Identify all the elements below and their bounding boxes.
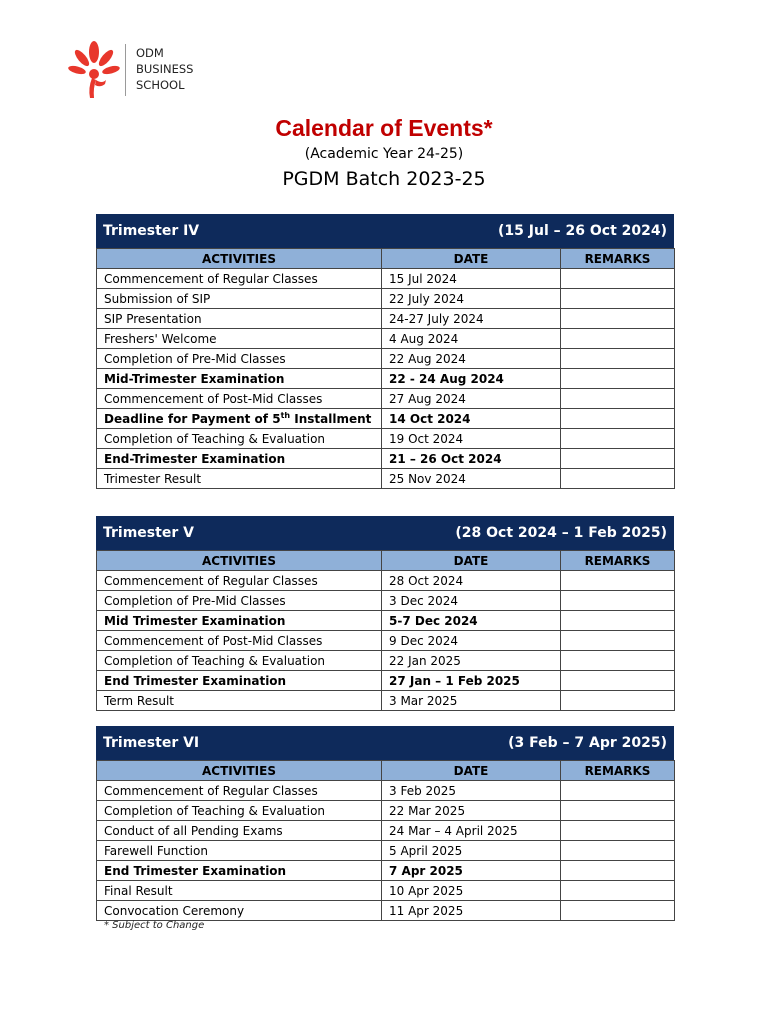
remarks-cell bbox=[561, 691, 675, 711]
trimester-name: Trimester IV bbox=[103, 223, 200, 239]
trimester-block bbox=[96, 726, 674, 921]
footnote: * Subject to Change bbox=[104, 920, 205, 931]
date-cell: 10 Apr 2025 bbox=[382, 881, 561, 901]
activity-cell: Final Result bbox=[97, 881, 382, 901]
batch-title: PGDM Batch 2023-25 bbox=[282, 168, 486, 190]
table-row bbox=[97, 289, 675, 309]
brand-line-2: BUSINESS bbox=[136, 62, 194, 76]
date-cell: 27 Jan – 1 Feb 2025 bbox=[382, 671, 561, 691]
table-row bbox=[97, 901, 675, 921]
table-row bbox=[97, 631, 675, 651]
activity-cell: Completion of Pre-Mid Classes bbox=[97, 349, 382, 369]
table-row bbox=[97, 591, 675, 611]
column-header-remarks: REMARKS bbox=[561, 249, 675, 269]
date-cell: 11 Apr 2025 bbox=[382, 901, 561, 921]
remarks-cell bbox=[561, 329, 675, 349]
date-cell: 3 Mar 2025 bbox=[382, 691, 561, 711]
table-row bbox=[97, 781, 675, 801]
events-table bbox=[96, 760, 675, 921]
table-row bbox=[97, 691, 675, 711]
academic-year: (Academic Year 24-25) bbox=[304, 146, 464, 162]
date-cell: 5 April 2025 bbox=[382, 841, 561, 861]
date-cell: 22 Jan 2025 bbox=[382, 651, 561, 671]
date-cell: 7 Apr 2025 bbox=[382, 861, 561, 881]
column-header-remarks: REMARKS bbox=[561, 761, 675, 781]
date-cell: 3 Dec 2024 bbox=[382, 591, 561, 611]
remarks-cell bbox=[561, 861, 675, 881]
activity-cell: Commencement of Regular Classes bbox=[97, 781, 382, 801]
activity-cell: Conduct of all Pending Exams bbox=[97, 821, 382, 841]
column-header-activities: ACTIVITIES bbox=[97, 551, 382, 571]
activity-cell: Mid-Trimester Examination bbox=[97, 369, 382, 389]
date-cell: 27 Aug 2024 bbox=[382, 389, 561, 409]
table-row bbox=[97, 861, 675, 881]
activity-cell: Term Result bbox=[97, 691, 382, 711]
table-row bbox=[97, 449, 675, 469]
brand-name bbox=[136, 45, 193, 93]
remarks-cell bbox=[561, 409, 675, 429]
date-cell: 21 – 26 Oct 2024 bbox=[382, 449, 561, 469]
trimester-range: (15 Jul – 26 Oct 2024) bbox=[498, 223, 667, 239]
trimester-range: (3 Feb – 7 Apr 2025) bbox=[508, 735, 667, 751]
table-row bbox=[97, 309, 675, 329]
odm-logo-icon bbox=[68, 40, 120, 100]
remarks-cell bbox=[561, 269, 675, 289]
activity-cell: Completion of Pre-Mid Classes bbox=[97, 591, 382, 611]
date-cell: 28 Oct 2024 bbox=[382, 571, 561, 591]
remarks-cell bbox=[561, 631, 675, 651]
table-row bbox=[97, 349, 675, 369]
remarks-cell bbox=[561, 449, 675, 469]
remarks-cell bbox=[561, 651, 675, 671]
remarks-cell bbox=[561, 571, 675, 591]
remarks-cell bbox=[561, 429, 675, 449]
table-row bbox=[97, 571, 675, 591]
date-cell: 9 Dec 2024 bbox=[382, 631, 561, 651]
date-cell: 3 Feb 2025 bbox=[382, 781, 561, 801]
column-header-date: DATE bbox=[382, 551, 561, 571]
trimester-name: Trimester VI bbox=[103, 735, 200, 751]
activity-cell: Farewell Function bbox=[97, 841, 382, 861]
table-row bbox=[97, 409, 675, 429]
activity-cell: Mid Trimester Examination bbox=[97, 611, 382, 631]
activity-cell: End-Trimester Examination bbox=[97, 449, 382, 469]
table-row bbox=[97, 329, 675, 349]
remarks-cell bbox=[561, 671, 675, 691]
activity-cell: Freshers' Welcome bbox=[97, 329, 382, 349]
date-cell: 22 - 24 Aug 2024 bbox=[382, 369, 561, 389]
activity-cell: Completion of Teaching & Evaluation bbox=[97, 429, 382, 449]
remarks-cell bbox=[561, 469, 675, 489]
page-title: Calendar of Events* bbox=[275, 115, 493, 141]
date-cell: 15 Jul 2024 bbox=[382, 269, 561, 289]
trimester-block bbox=[96, 214, 674, 489]
remarks-cell bbox=[561, 349, 675, 369]
date-cell: 5-7 Dec 2024 bbox=[382, 611, 561, 631]
activity-cell: Trimester Result bbox=[97, 469, 382, 489]
table-row bbox=[97, 611, 675, 631]
table-row bbox=[97, 841, 675, 861]
activity-cell: End Trimester Examination bbox=[97, 861, 382, 881]
activity-cell: Convocation Ceremony bbox=[97, 901, 382, 921]
trimester-block bbox=[96, 516, 674, 711]
column-header-remarks: REMARKS bbox=[561, 551, 675, 571]
trimester-header bbox=[96, 214, 674, 248]
table-row bbox=[97, 389, 675, 409]
activity-cell: Commencement of Post-Mid Classes bbox=[97, 389, 382, 409]
remarks-cell bbox=[561, 881, 675, 901]
trimester-range: (28 Oct 2024 – 1 Feb 2025) bbox=[455, 525, 667, 541]
date-cell: 19 Oct 2024 bbox=[382, 429, 561, 449]
table-row bbox=[97, 369, 675, 389]
remarks-cell bbox=[561, 841, 675, 861]
activity-cell: Commencement of Regular Classes bbox=[97, 269, 382, 289]
date-cell: 22 Mar 2025 bbox=[382, 801, 561, 821]
remarks-cell bbox=[561, 781, 675, 801]
table-row bbox=[97, 881, 675, 901]
table-row bbox=[97, 801, 675, 821]
trimester-header bbox=[96, 516, 674, 550]
table-row bbox=[97, 469, 675, 489]
remarks-cell bbox=[561, 901, 675, 921]
trimester-header bbox=[96, 726, 674, 760]
table-row bbox=[97, 269, 675, 289]
table-row bbox=[97, 429, 675, 449]
remarks-cell bbox=[561, 611, 675, 631]
column-header-date: DATE bbox=[382, 249, 561, 269]
table-row bbox=[97, 821, 675, 841]
activity-cell: Commencement of Regular Classes bbox=[97, 571, 382, 591]
remarks-cell bbox=[561, 821, 675, 841]
events-table bbox=[96, 248, 675, 489]
remarks-cell bbox=[561, 369, 675, 389]
remarks-cell bbox=[561, 591, 675, 611]
date-cell: 24-27 July 2024 bbox=[382, 309, 561, 329]
trimester-name: Trimester V bbox=[103, 525, 194, 541]
brand-line-1: ODM bbox=[136, 46, 164, 60]
remarks-cell bbox=[561, 389, 675, 409]
remarks-cell bbox=[561, 309, 675, 329]
date-cell: 25 Nov 2024 bbox=[382, 469, 561, 489]
activity-cell: End Trimester Examination bbox=[97, 671, 382, 691]
column-header-activities: ACTIVITIES bbox=[97, 249, 382, 269]
remarks-cell bbox=[561, 289, 675, 309]
activity-cell: Completion of Teaching & Evaluation bbox=[97, 801, 382, 821]
date-cell: 22 July 2024 bbox=[382, 289, 561, 309]
activity-cell: Submission of SIP bbox=[97, 289, 382, 309]
activity-cell: Deadline for Payment of 5th Installment bbox=[97, 409, 382, 429]
column-header-activities: ACTIVITIES bbox=[97, 761, 382, 781]
activity-cell: Commencement of Post-Mid Classes bbox=[97, 631, 382, 651]
date-cell: 24 Mar – 4 April 2025 bbox=[382, 821, 561, 841]
logo-divider bbox=[125, 44, 126, 96]
events-table bbox=[96, 550, 675, 711]
activity-cell: SIP Presentation bbox=[97, 309, 382, 329]
table-row bbox=[97, 651, 675, 671]
table-row bbox=[97, 671, 675, 691]
date-cell: 22 Aug 2024 bbox=[382, 349, 561, 369]
remarks-cell bbox=[561, 801, 675, 821]
activity-cell: Completion of Teaching & Evaluation bbox=[97, 651, 382, 671]
date-cell: 14 Oct 2024 bbox=[382, 409, 561, 429]
brand-line-3: SCHOOL bbox=[136, 78, 185, 92]
column-header-date: DATE bbox=[382, 761, 561, 781]
date-cell: 4 Aug 2024 bbox=[382, 329, 561, 349]
